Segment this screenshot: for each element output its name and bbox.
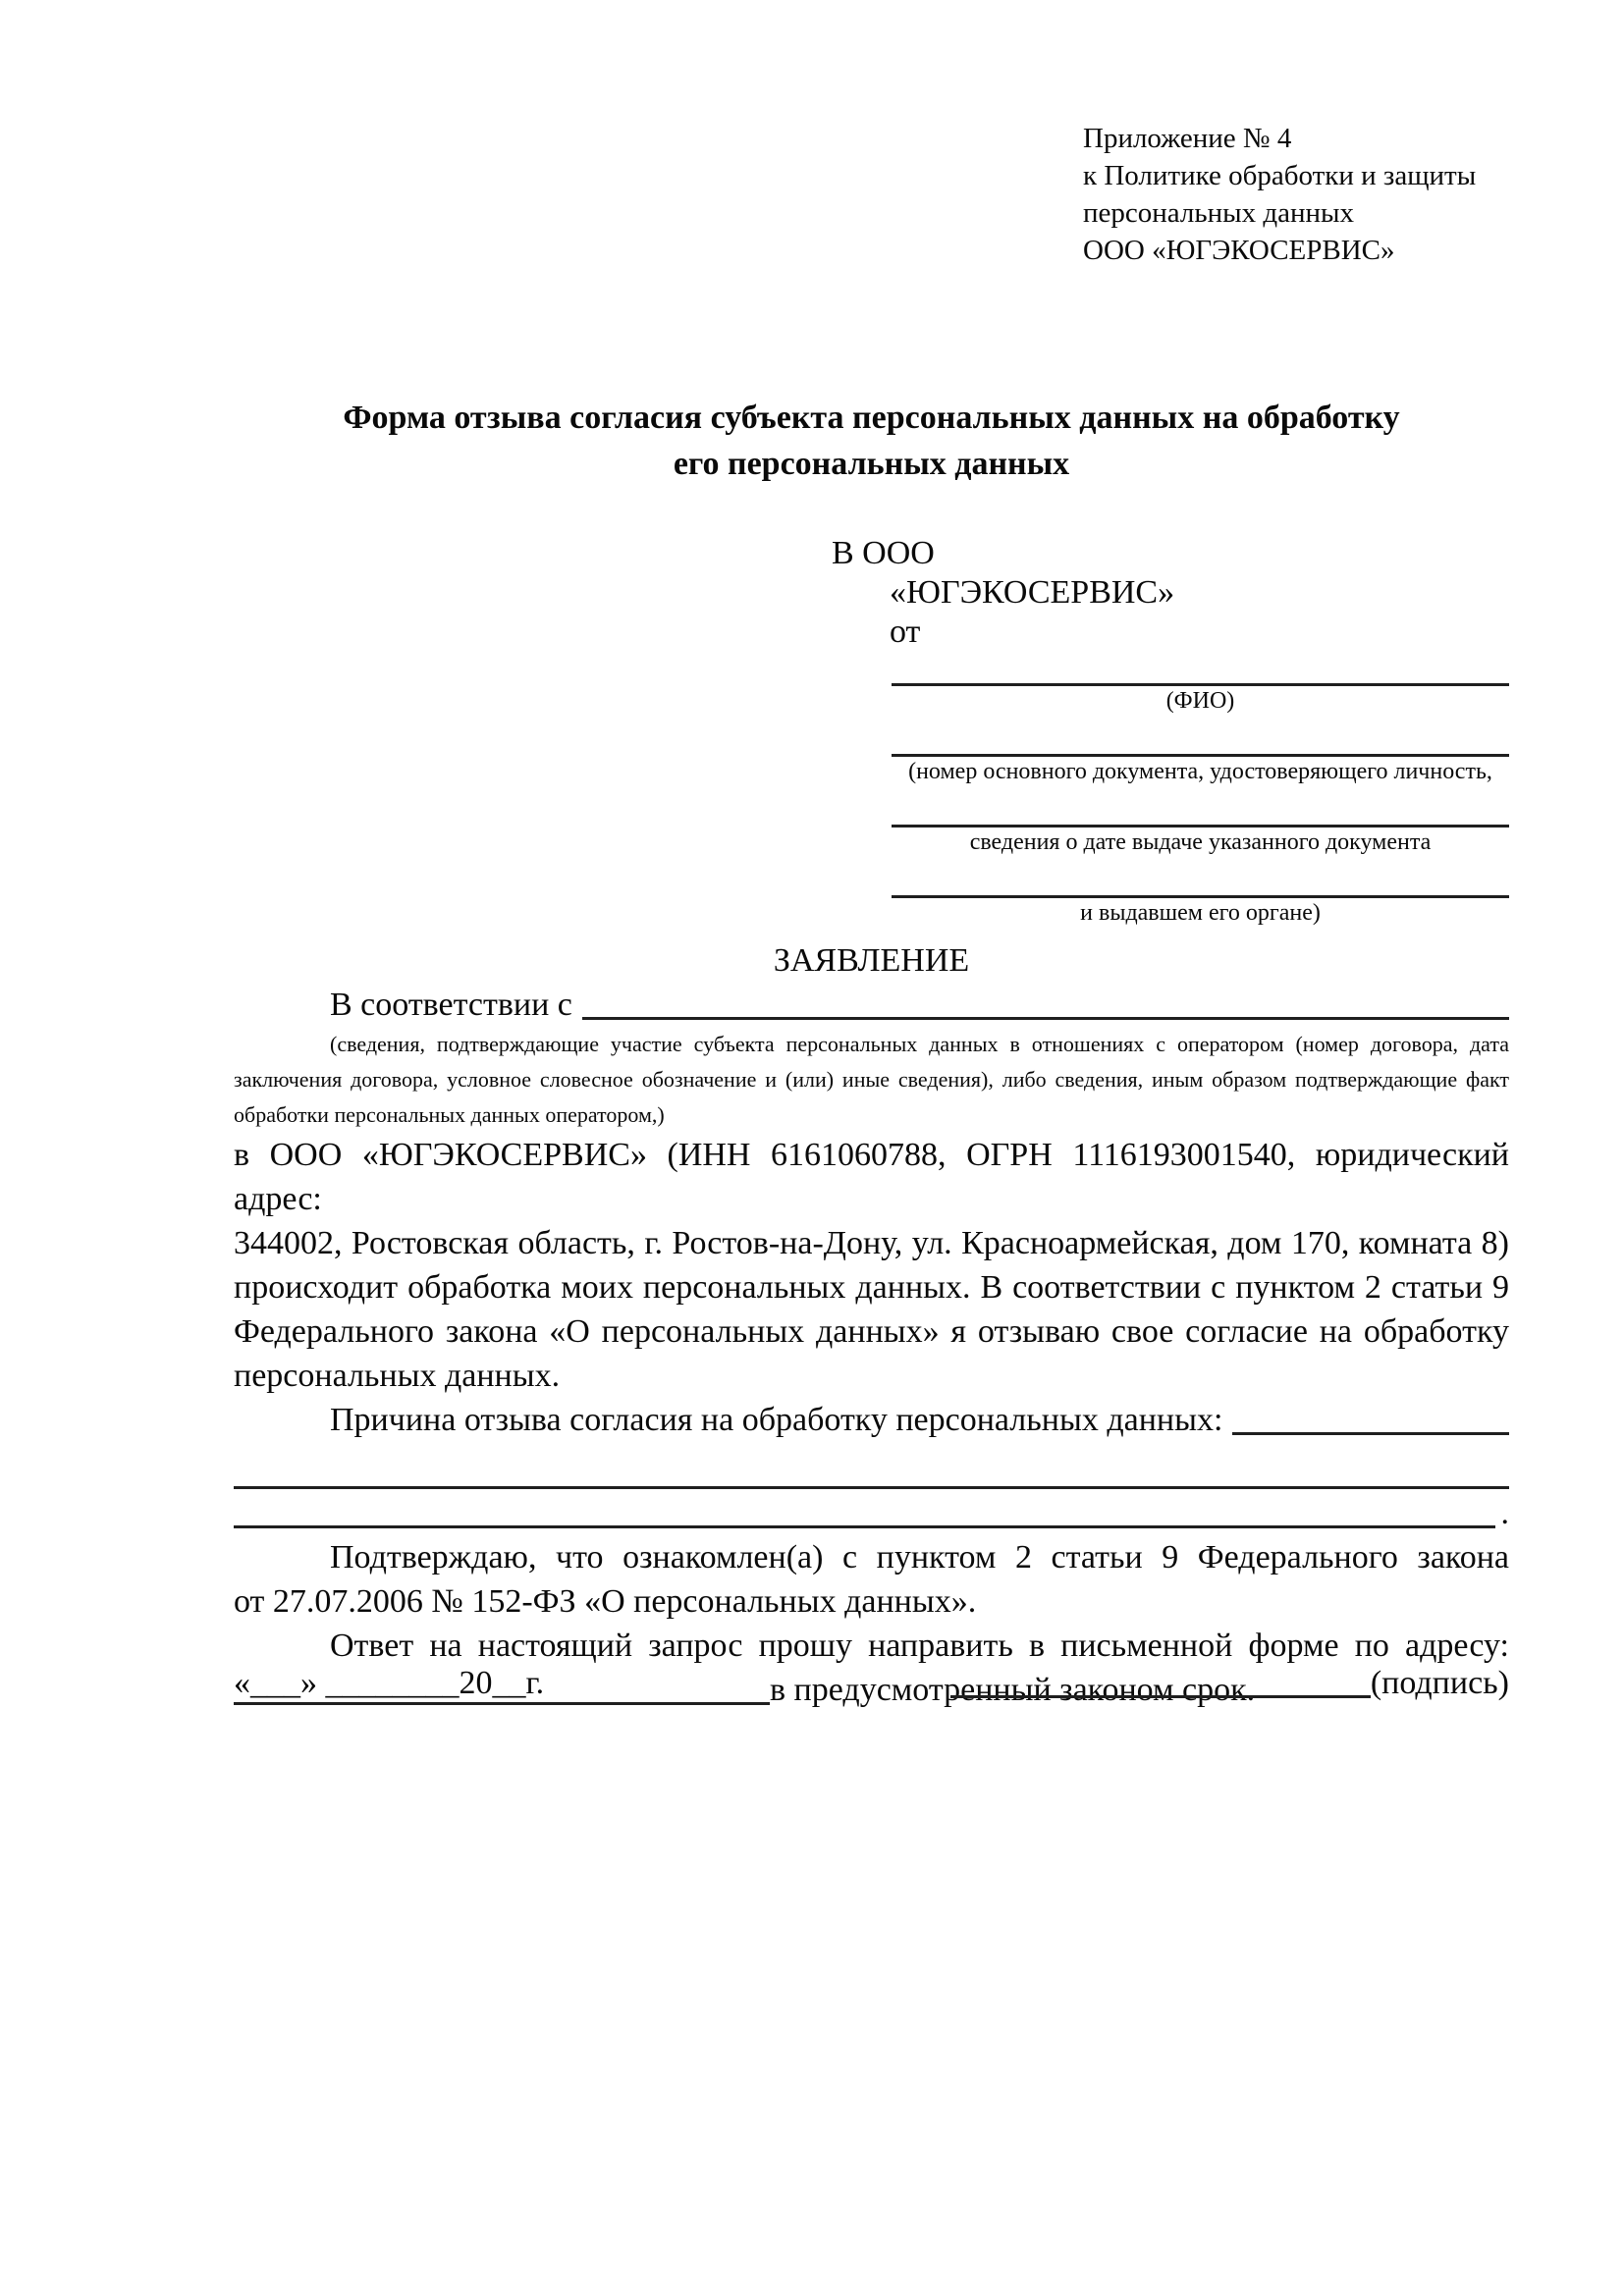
body-line: в ООО «ЮГЭКОСЕРВИС» (ИНН 6161060788, ОГРН 1116193001540, юридический адрес: (234, 1137, 1509, 1217)
signature-blank-line (950, 1659, 1371, 1698)
signature-caption: (подпись) (1370, 1665, 1509, 1701)
reason-continuation-blank (234, 1482, 1495, 1528)
header-note-line: ООО «ЮГЭКОСЕРВИС» (1083, 235, 1395, 266)
addressee-to-prefix: В ООО (832, 535, 935, 571)
addressee-fields (892, 652, 1509, 928)
addressee-company: «ЮГЭКОСЕРВИС» (890, 574, 1175, 611)
confirm-line: Подтверждаю, что ознакомлен(а) с пунктом 2 статьи 9 Федерального закона (330, 1539, 1509, 1575)
body-paragraph (234, 1133, 1509, 1398)
footnote-line: (сведения, подтверждающие участие субъекта персональных данных в отношениях с оператором (номер договора, дата (330, 1032, 1509, 1056)
body-line: происходит обработка моих персональных данных. В соответствии с пунктом 2 статьи 9 (234, 1269, 1509, 1306)
signature-group (950, 1659, 1509, 1705)
header-note-line: к Политике обработки и защиты (1083, 160, 1477, 191)
reply-suffix: в предусмотренный законом срок. (770, 1672, 1256, 1708)
issue-date-blank-line (892, 786, 1509, 828)
header-note-line: персональных данных (1083, 197, 1355, 229)
issuing-authority-caption: и выдавшем его органе) (1080, 900, 1321, 926)
intro-line (234, 983, 1509, 1027)
reason-continuation-blank-line-2 (234, 1489, 1509, 1535)
reason-prefix: Причина отзыва согласия на обработку персональных данных: (330, 1402, 1223, 1438)
confirm-paragraph (234, 1535, 1509, 1624)
reason-line (234, 1398, 1509, 1442)
intro-prefix: В соответствии с (330, 987, 572, 1023)
addressee-from-label: от (890, 614, 921, 650)
issuing-authority-blank-line (892, 857, 1509, 898)
issue-date-caption: сведения о дате выдаче указанного документа (969, 829, 1432, 855)
reason-blank-line (1232, 1398, 1509, 1435)
fio-blank-line (892, 652, 1509, 686)
footnote-line: обработки персональных данных оператором,) (234, 1102, 665, 1127)
header-note-line: Приложение № 4 (1083, 123, 1292, 154)
footnote-line: заключения договора, условное словесное обозначение и (или) иные сведения), либо сведения, иным образом подтверждающие факт (234, 1067, 1509, 1092)
document-number-caption: (номер основного документа, удостоверяющего личность, (908, 759, 1492, 784)
statement-section (234, 938, 1509, 1712)
page-title (234, 395, 1509, 487)
date-signature-row (234, 1659, 1509, 1705)
body-line: 344002, Ростовская область, г. Ростов-на-Дону, ул. Красноармейская, дом 170, комната 8) (234, 1225, 1509, 1261)
body-line: персональных данных. (234, 1358, 561, 1394)
header-note (1083, 120, 1515, 269)
statement-heading: ЗАЯВЛЕНИЕ (773, 942, 970, 979)
page-title-line: Форма отзыва согласия субъекта персональных данных на обработку (343, 400, 1400, 436)
intro-blank-line (582, 983, 1509, 1020)
confirm-line: от 27.07.2006 № 152-ФЗ «О персональных данных». (234, 1583, 977, 1620)
footnote (234, 1027, 1509, 1133)
reply-request-line: Ответ на настоящий запрос прошу направить в письменной форме по адресу: (330, 1628, 1509, 1664)
fio-caption: (ФИО) (1165, 688, 1235, 714)
document-number-blank-line (892, 716, 1509, 757)
body-line: Федерального закона «О персональных данных» я отзываю свое согласие на обработку (234, 1313, 1509, 1350)
page-title-line: его персональных данных (673, 446, 1070, 482)
reason-terminator: . (1500, 1495, 1509, 1531)
addressee-block (832, 534, 1509, 928)
date-blank-line: «___» ________20__г. (234, 1665, 545, 1701)
